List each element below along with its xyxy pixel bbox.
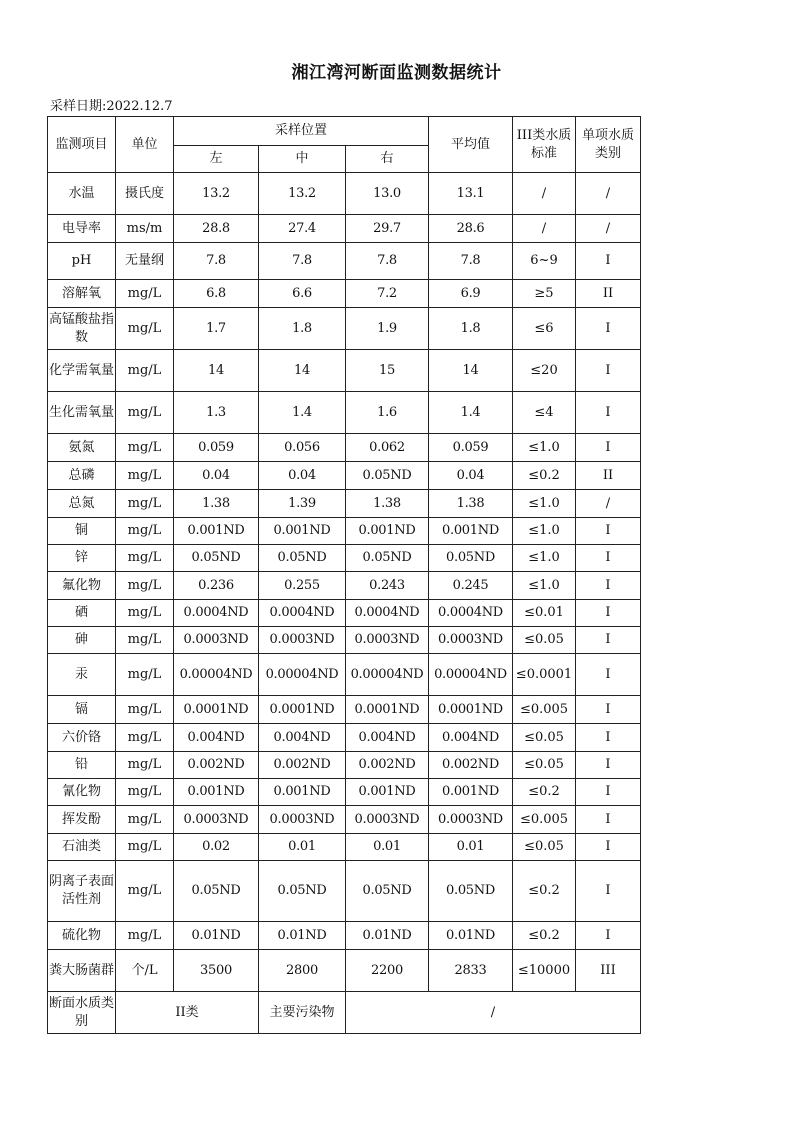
category-cell: I — [576, 922, 641, 950]
header-location: 采样位置 — [174, 117, 429, 146]
average-value-cell: 0.001ND — [429, 518, 513, 545]
average-value-cell: 0.059 — [429, 434, 513, 462]
average-value-cell: 0.0004ND — [429, 600, 513, 627]
category-cell: I — [576, 654, 641, 696]
left-value-cell: 0.004ND — [174, 724, 259, 752]
unit-cell: 无量纲 — [116, 243, 174, 280]
left-value-cell: 1.7 — [174, 308, 259, 350]
item-cell: 氨氮 — [48, 434, 116, 462]
category-cell: I — [576, 752, 641, 779]
item-cell: 粪大肠菌群 — [48, 950, 116, 992]
category-cell: II — [576, 280, 641, 308]
table-row — [48, 215, 641, 243]
unit-cell: mg/L — [116, 490, 174, 518]
item-cell: 化学需氧量 — [48, 350, 116, 392]
left-value-cell: 0.00004ND — [174, 654, 259, 696]
average-value-cell: 7.8 — [429, 243, 513, 280]
middle-value-cell: 0.004ND — [259, 724, 346, 752]
left-value-cell: 0.04 — [174, 462, 259, 490]
category-cell: / — [576, 173, 641, 215]
right-value-cell: 0.002ND — [346, 752, 429, 779]
left-value-cell: 0.01ND — [174, 922, 259, 950]
average-value-cell: 0.00004ND — [429, 654, 513, 696]
average-value-cell: 2833 — [429, 950, 513, 992]
table-row — [48, 173, 641, 215]
table-row — [48, 627, 641, 654]
standard-cell: ≤0.05 — [513, 834, 576, 861]
item-cell: 砷 — [48, 627, 116, 654]
left-value-cell: 0.001ND — [174, 779, 259, 806]
right-value-cell: 0.00004ND — [346, 654, 429, 696]
item-cell: pH — [48, 243, 116, 280]
category-cell: II — [576, 462, 641, 490]
standard-cell: ≤0.0001 — [513, 654, 576, 696]
average-value-cell: 0.002ND — [429, 752, 513, 779]
category-cell: I — [576, 627, 641, 654]
item-cell: 总氮 — [48, 490, 116, 518]
standard-cell: / — [513, 173, 576, 215]
middle-value-cell: 1.8 — [259, 308, 346, 350]
unit-cell: mg/L — [116, 834, 174, 861]
left-value-cell: 0.0004ND — [174, 600, 259, 627]
unit-cell: mg/L — [116, 654, 174, 696]
category-cell: / — [576, 215, 641, 243]
unit-cell: mg/L — [116, 806, 174, 834]
table-row — [48, 950, 641, 992]
item-cell: 铅 — [48, 752, 116, 779]
unit-cell: mg/L — [116, 350, 174, 392]
item-cell: 水温 — [48, 173, 116, 215]
standard-cell: ≤0.2 — [513, 922, 576, 950]
item-cell: 溶解氧 — [48, 280, 116, 308]
left-value-cell: 1.38 — [174, 490, 259, 518]
middle-value-cell: 0.0001ND — [259, 696, 346, 724]
category-cell: I — [576, 308, 641, 350]
standard-cell: ≤1.0 — [513, 434, 576, 462]
category-cell: I — [576, 392, 641, 434]
right-value-cell: 15 — [346, 350, 429, 392]
category-cell: I — [576, 724, 641, 752]
unit-cell: 个/L — [116, 950, 174, 992]
unit-cell: mg/L — [116, 572, 174, 600]
category-cell: III — [576, 950, 641, 992]
average-value-cell: 0.004ND — [429, 724, 513, 752]
standard-cell: ≤0.2 — [513, 779, 576, 806]
standard-cell: ≤0.005 — [513, 806, 576, 834]
unit-cell: mg/L — [116, 724, 174, 752]
table-row — [48, 654, 641, 696]
item-cell: 阴离子表面活性剂 — [48, 861, 116, 922]
right-value-cell: 0.01ND — [346, 922, 429, 950]
middle-value-cell: 0.0003ND — [259, 627, 346, 654]
average-value-cell: 0.0003ND — [429, 627, 513, 654]
header-row — [48, 117, 641, 146]
sample-date: 采样日期:2022.12.7 — [50, 99, 173, 114]
category-cell: I — [576, 696, 641, 724]
table-row — [48, 834, 641, 861]
left-value-cell: 0.0003ND — [174, 627, 259, 654]
middle-value-cell: 0.05ND — [259, 545, 346, 572]
item-cell: 生化需氧量 — [48, 392, 116, 434]
middle-value-cell: 14 — [259, 350, 346, 392]
unit-cell: mg/L — [116, 752, 174, 779]
item-cell: 总磷 — [48, 462, 116, 490]
unit-cell: mg/L — [116, 922, 174, 950]
standard-cell: ≤0.01 — [513, 600, 576, 627]
category-cell: / — [576, 490, 641, 518]
left-value-cell: 0.059 — [174, 434, 259, 462]
table-row — [48, 518, 641, 545]
header-middle: 中 — [259, 146, 346, 173]
item-cell: 石油类 — [48, 834, 116, 861]
header-average: 平均值 — [429, 117, 513, 173]
item-cell: 硒 — [48, 600, 116, 627]
table-row — [48, 434, 641, 462]
left-value-cell: 0.001ND — [174, 518, 259, 545]
left-value-cell: 0.05ND — [174, 545, 259, 572]
table-body — [48, 117, 641, 1034]
right-value-cell: 7.8 — [346, 243, 429, 280]
average-value-cell: 1.4 — [429, 392, 513, 434]
item-cell: 电导率 — [48, 215, 116, 243]
unit-cell: 摄氏度 — [116, 173, 174, 215]
item-cell: 铜 — [48, 518, 116, 545]
table-row — [48, 350, 641, 392]
monitoring-table — [47, 116, 641, 1034]
standard-cell: ≤0.05 — [513, 627, 576, 654]
item-cell: 氰化物 — [48, 779, 116, 806]
category-cell: I — [576, 834, 641, 861]
unit-cell: mg/L — [116, 545, 174, 572]
average-value-cell: 0.245 — [429, 572, 513, 600]
right-value-cell: 13.0 — [346, 173, 429, 215]
standard-cell: / — [513, 215, 576, 243]
middle-value-cell: 0.001ND — [259, 518, 346, 545]
average-value-cell: 1.8 — [429, 308, 513, 350]
right-value-cell: 0.0003ND — [346, 806, 429, 834]
right-value-cell: 0.062 — [346, 434, 429, 462]
unit-cell: mg/L — [116, 392, 174, 434]
right-value-cell: 0.001ND — [346, 779, 429, 806]
average-value-cell: 0.0001ND — [429, 696, 513, 724]
table-row — [48, 243, 641, 280]
header-item: 监测项目 — [48, 117, 116, 173]
right-value-cell: 29.7 — [346, 215, 429, 243]
left-value-cell: 0.05ND — [174, 861, 259, 922]
right-value-cell: 0.004ND — [346, 724, 429, 752]
average-value-cell: 1.38 — [429, 490, 513, 518]
item-cell: 锌 — [48, 545, 116, 572]
middle-value-cell: 0.05ND — [259, 861, 346, 922]
right-value-cell: 0.0004ND — [346, 600, 429, 627]
unit-cell: mg/L — [116, 434, 174, 462]
average-value-cell: 0.05ND — [429, 545, 513, 572]
middle-value-cell: 0.00004ND — [259, 654, 346, 696]
left-value-cell: 14 — [174, 350, 259, 392]
header-left: 左 — [174, 146, 259, 173]
table-row — [48, 724, 641, 752]
average-value-cell: 28.6 — [429, 215, 513, 243]
unit-cell: mg/L — [116, 280, 174, 308]
left-value-cell: 0.002ND — [174, 752, 259, 779]
left-value-cell: 0.0003ND — [174, 806, 259, 834]
standard-cell: ≤10000 — [513, 950, 576, 992]
category-cell: I — [576, 518, 641, 545]
left-value-cell: 0.02 — [174, 834, 259, 861]
standard-cell: ≤20 — [513, 350, 576, 392]
right-value-cell: 1.38 — [346, 490, 429, 518]
left-value-cell: 0.236 — [174, 572, 259, 600]
middle-value-cell: 7.8 — [259, 243, 346, 280]
unit-cell: ms/m — [116, 215, 174, 243]
average-value-cell: 0.001ND — [429, 779, 513, 806]
unit-cell: mg/L — [116, 627, 174, 654]
category-cell: I — [576, 350, 641, 392]
footer-water-class: II类 — [116, 992, 259, 1034]
standard-cell: 6~9 — [513, 243, 576, 280]
standard-cell: ≤6 — [513, 308, 576, 350]
average-value-cell: 0.0003ND — [429, 806, 513, 834]
right-value-cell: 1.9 — [346, 308, 429, 350]
footer-pollutant-label: 主要污染物 — [259, 992, 346, 1034]
unit-cell: mg/L — [116, 518, 174, 545]
category-cell: I — [576, 806, 641, 834]
unit-cell: mg/L — [116, 600, 174, 627]
middle-value-cell: 6.6 — [259, 280, 346, 308]
table-row — [48, 752, 641, 779]
right-value-cell: 2200 — [346, 950, 429, 992]
average-value-cell: 13.1 — [429, 173, 513, 215]
standard-cell: ≤0.2 — [513, 462, 576, 490]
table-row — [48, 392, 641, 434]
average-value-cell: 0.01 — [429, 834, 513, 861]
right-value-cell: 0.0001ND — [346, 696, 429, 724]
header-category: 单项水质类别 — [576, 117, 641, 173]
category-cell: I — [576, 600, 641, 627]
table-row — [48, 861, 641, 922]
standard-cell: ≥5 — [513, 280, 576, 308]
standard-cell: ≤0.005 — [513, 696, 576, 724]
footer-label: 断面水质类别 — [48, 992, 116, 1034]
unit-cell: mg/L — [116, 462, 174, 490]
header-standard: III类水质标准 — [513, 117, 576, 173]
middle-value-cell: 0.01ND — [259, 922, 346, 950]
table-row — [48, 600, 641, 627]
middle-value-cell: 0.002ND — [259, 752, 346, 779]
footer-pollutant-value: / — [346, 992, 641, 1034]
item-cell: 六价铬 — [48, 724, 116, 752]
table-row — [48, 308, 641, 350]
item-cell: 镉 — [48, 696, 116, 724]
right-value-cell: 0.243 — [346, 572, 429, 600]
right-value-cell: 0.0003ND — [346, 627, 429, 654]
standard-cell: ≤1.0 — [513, 518, 576, 545]
standard-cell: ≤1.0 — [513, 490, 576, 518]
unit-cell: mg/L — [116, 696, 174, 724]
header-right: 右 — [346, 146, 429, 173]
middle-value-cell: 13.2 — [259, 173, 346, 215]
unit-cell: mg/L — [116, 779, 174, 806]
average-value-cell: 0.05ND — [429, 861, 513, 922]
middle-value-cell: 0.001ND — [259, 779, 346, 806]
category-cell: I — [576, 545, 641, 572]
category-cell: I — [576, 434, 641, 462]
left-value-cell: 3500 — [174, 950, 259, 992]
right-value-cell: 0.05ND — [346, 545, 429, 572]
item-cell: 氟化物 — [48, 572, 116, 600]
table-row — [48, 572, 641, 600]
category-cell: I — [576, 572, 641, 600]
left-value-cell: 6.8 — [174, 280, 259, 308]
left-value-cell: 1.3 — [174, 392, 259, 434]
middle-value-cell: 27.4 — [259, 215, 346, 243]
middle-value-cell: 0.01 — [259, 834, 346, 861]
item-cell: 汞 — [48, 654, 116, 696]
table-row — [48, 545, 641, 572]
unit-cell: mg/L — [116, 308, 174, 350]
footer-row — [48, 992, 641, 1034]
average-value-cell: 6.9 — [429, 280, 513, 308]
table-row — [48, 922, 641, 950]
right-value-cell: 7.2 — [346, 280, 429, 308]
standard-cell: ≤0.05 — [513, 724, 576, 752]
standard-cell: ≤0.05 — [513, 752, 576, 779]
right-value-cell: 0.05ND — [346, 462, 429, 490]
middle-value-cell: 0.0003ND — [259, 806, 346, 834]
middle-value-cell: 1.4 — [259, 392, 346, 434]
item-cell: 高锰酸盐指数 — [48, 308, 116, 350]
table-row — [48, 696, 641, 724]
standard-cell: ≤1.0 — [513, 572, 576, 600]
table-row — [48, 462, 641, 490]
table-row — [48, 280, 641, 308]
standard-cell: ≤4 — [513, 392, 576, 434]
middle-value-cell: 1.39 — [259, 490, 346, 518]
category-cell: I — [576, 861, 641, 922]
item-cell: 挥发酚 — [48, 806, 116, 834]
middle-value-cell: 0.255 — [259, 572, 346, 600]
middle-value-cell: 0.0004ND — [259, 600, 346, 627]
page-title: 湘江湾河断面监测数据统计 — [291, 63, 502, 83]
standard-cell: ≤0.2 — [513, 861, 576, 922]
left-value-cell: 28.8 — [174, 215, 259, 243]
right-value-cell: 0.001ND — [346, 518, 429, 545]
unit-cell: mg/L — [116, 861, 174, 922]
middle-value-cell: 0.056 — [259, 434, 346, 462]
middle-value-cell: 2800 — [259, 950, 346, 992]
middle-value-cell: 0.04 — [259, 462, 346, 490]
item-cell: 硫化物 — [48, 922, 116, 950]
left-value-cell: 0.0001ND — [174, 696, 259, 724]
average-value-cell: 0.01ND — [429, 922, 513, 950]
category-cell: I — [576, 779, 641, 806]
left-value-cell: 7.8 — [174, 243, 259, 280]
table-row — [48, 490, 641, 518]
average-value-cell: 0.04 — [429, 462, 513, 490]
average-value-cell: 14 — [429, 350, 513, 392]
category-cell: I — [576, 243, 641, 280]
right-value-cell: 0.05ND — [346, 861, 429, 922]
left-value-cell: 13.2 — [174, 173, 259, 215]
table-row — [48, 779, 641, 806]
header-unit: 单位 — [116, 117, 174, 173]
right-value-cell: 1.6 — [346, 392, 429, 434]
standard-cell: ≤1.0 — [513, 545, 576, 572]
right-value-cell: 0.01 — [346, 834, 429, 861]
table-row — [48, 806, 641, 834]
